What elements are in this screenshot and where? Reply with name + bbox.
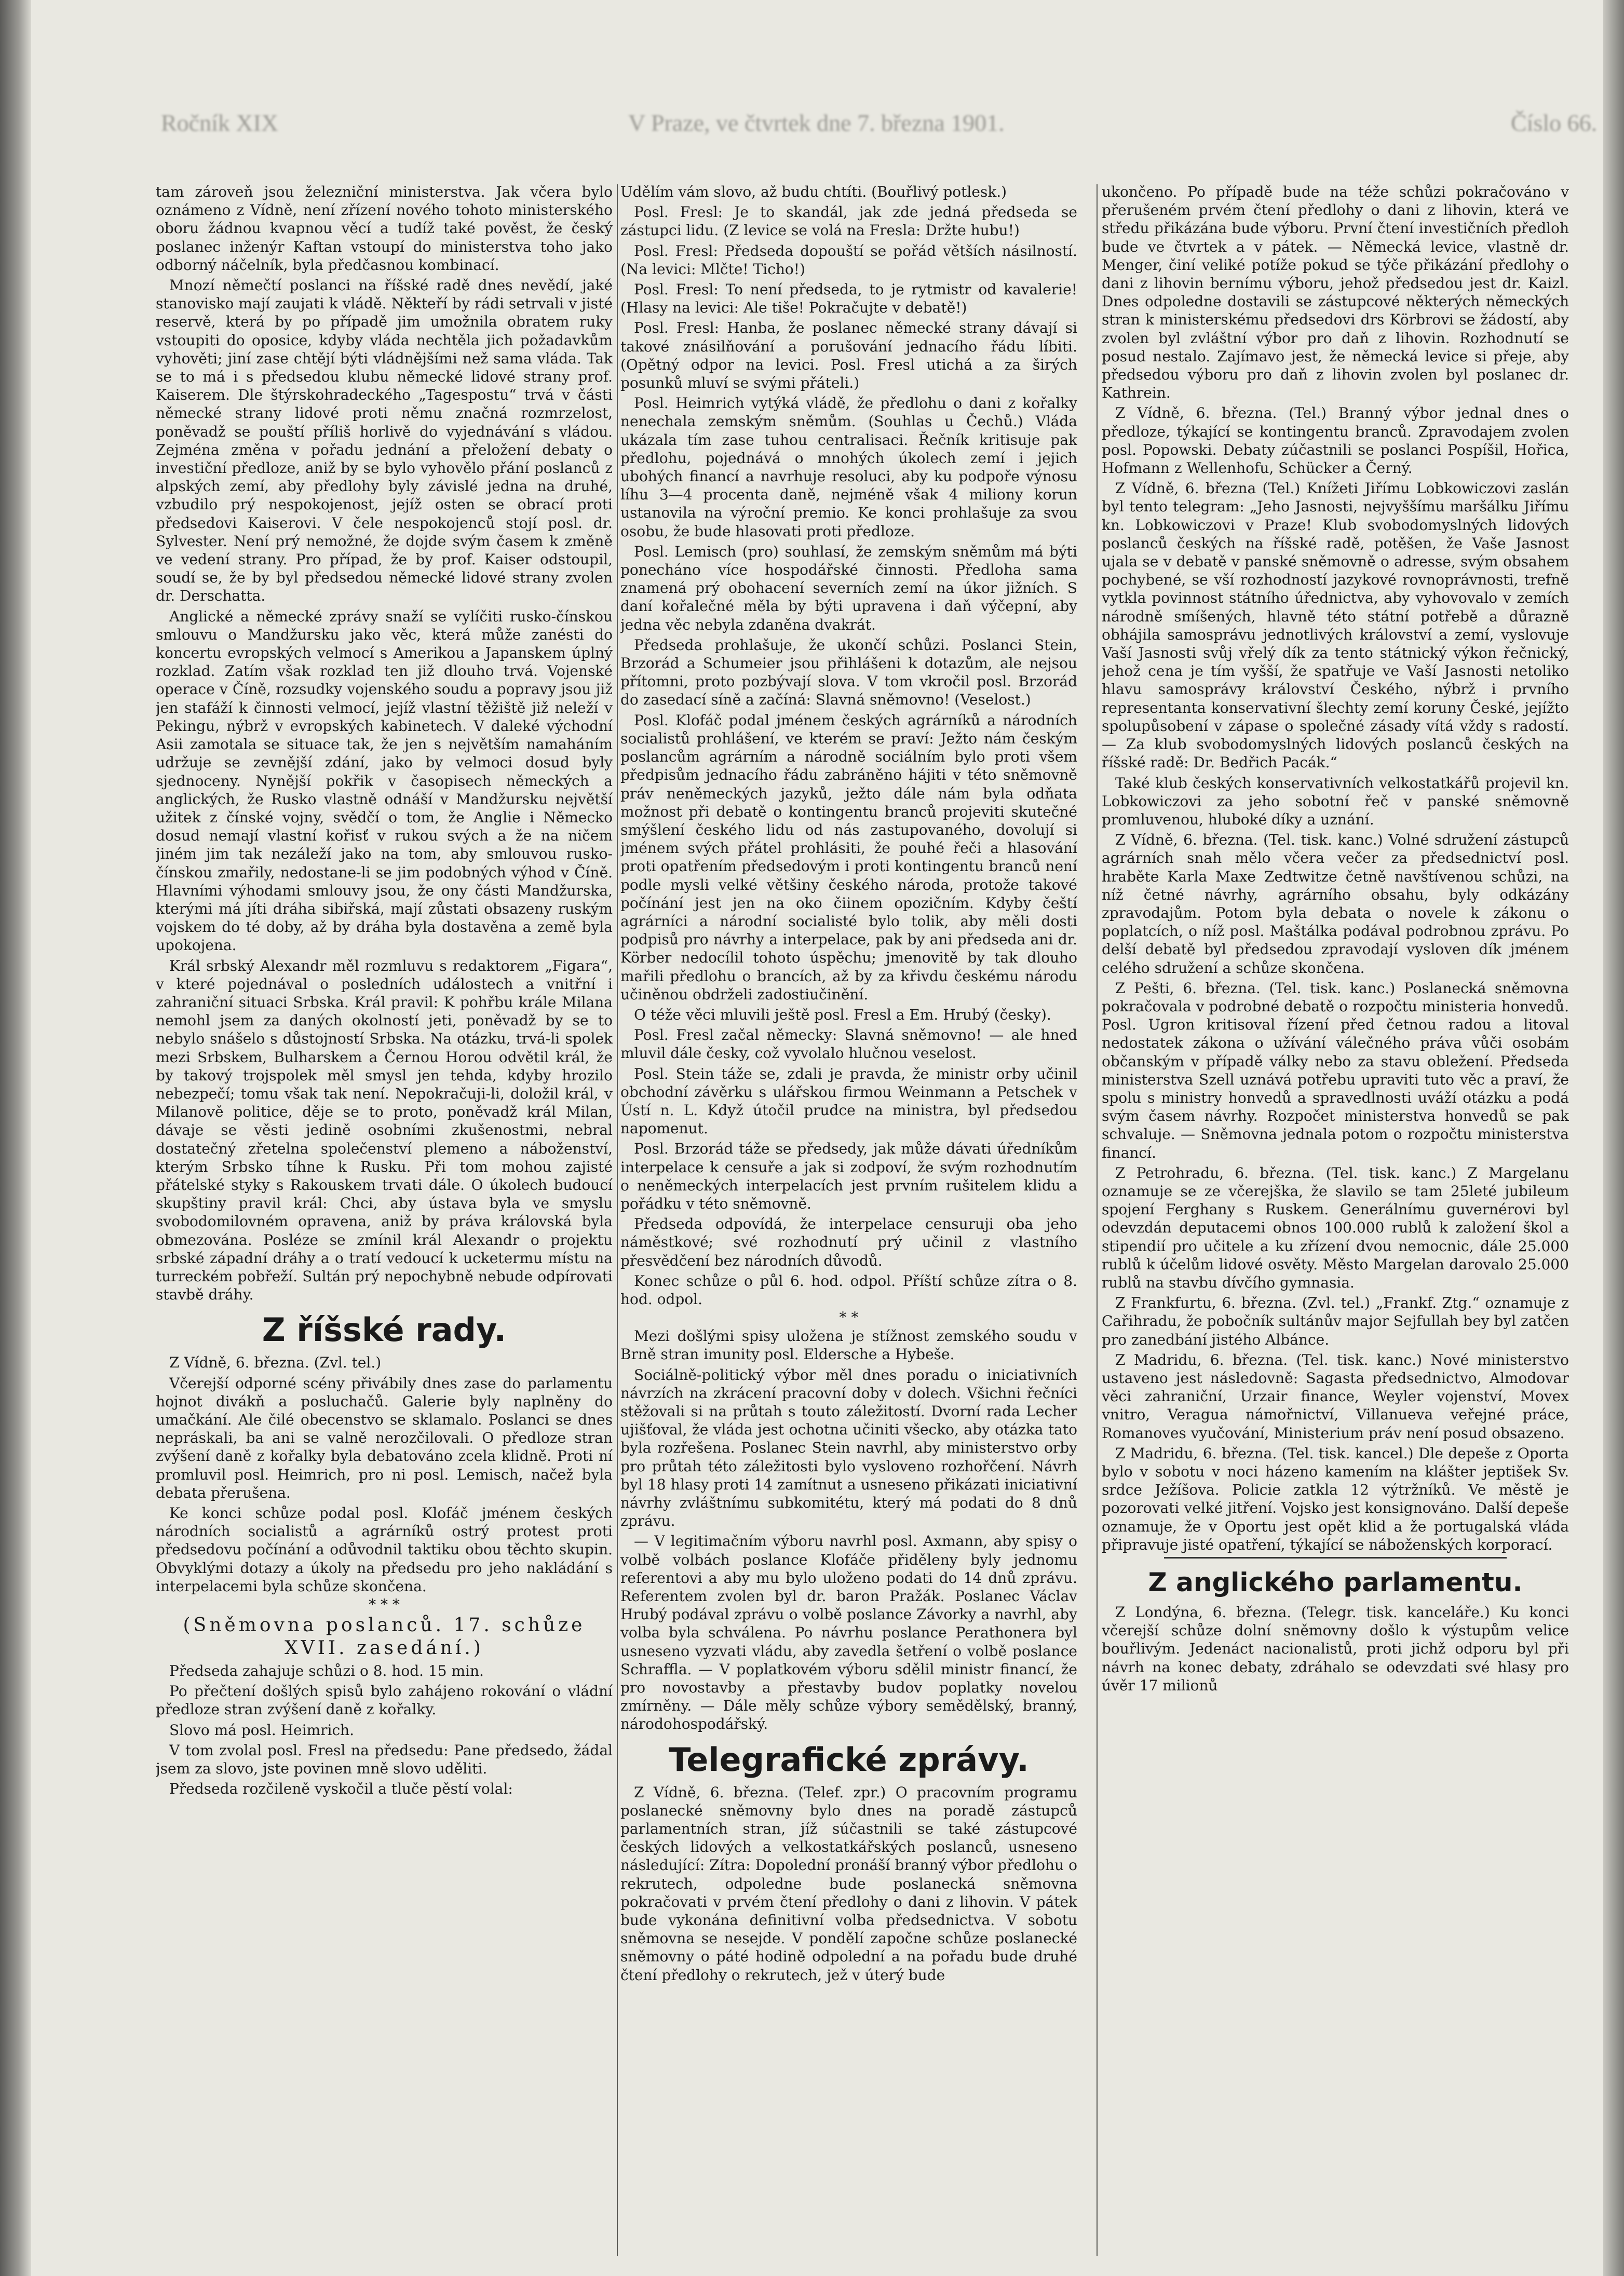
article-paragraph: — V legitimačním výboru navrhl posl. Axmann, aby spisy o volbě volbách poslance Klofáče přiděleny byly jednomu referentovi a aby mu bylo uloženo podati do 14 dnů zprávu. Referentem zvolen byl dr. baron Pražák. Poslanec Václav Hrubý podával zprávu o volbě poslance Závorky a navrhl, aby volba byla schválena. Po návrhu poslance Perathonera byl usneseno vyzvati vládu, aby zavedla šetření o volbě poslance Schraffla. — V poplatkovém výboru sdělil ministr financí, že pro novostavby a přestavby budov poplatky novelou zmírněny. — Dále měly schůze výbory semědělský, branný, národohospodářský. — [620, 1533, 1077, 1733]
section-separator: * * — [839, 1309, 859, 1326]
section-heading: Telegrafické zprávy. — [669, 1740, 1029, 1779]
article-paragraph: Posl. Fresl: Je to skandál, jak zde jedná předseda se zástupci lidu. (Z levice se volá na Fresla: Držte hubu!) — [620, 204, 1077, 239]
article-paragraph: Posl. Fresl: Hanba, že poslanec německé strany dávají si takové znásilňování a porušování jednacího řádu líbiti. (Opětný odpor na levici. Posl. Fresl utichá a za širých posunků mluví se svými přáteli.) — [620, 319, 1077, 392]
scan-edge-right — [1603, 0, 1624, 2276]
header-volume: Ročník XIX — [161, 110, 279, 136]
column-rule — [617, 184, 618, 2256]
article-paragraph: Slovo má posl. Heimrich. — [169, 1721, 355, 1739]
article-paragraph: Z Vídně, 6. března. (Tel.) Branný výbor jednal dnes o předloze, týkající se kontingentu branců. Zpravodajem zvolen posl. Popowski. Debaty zúčastnili se poslanci Pospíšil, Hořica, Hofmann z Wellenhofu, Schücker a Černý. — [1102, 404, 1569, 477]
article-paragraph: ukončeno. Po případě bude na téže schůzi pokračováno v přerušeném prvém čtení předlohy o dani z lihovin, která ve středu přikázána bude výboru. První čtení investičních předloh bude ve čtvrtek a v pátek. — Německá levice, vlastně dr. Menger, činí veliké potíže pokud se týče přikázání předlohy o dani z lihovin bernímu výboru, jehož předsedou jest dr. Kaizl. Dnes odpoledne dostavili se zástupcové některých německých stran k ministerskému předsedovi drs Körbrovi se žádostí, aby zvolen byl zvláštní výbor pro daň z lihovin. Rozhodnutí se posud nestalo. Zajímavo jest, že německá levice si přeje, aby předsedou výboru pro daň z lihovin zvolen byl poslanec dr. Kathrein. — [1102, 183, 1569, 402]
article-paragraph: Posl. Klofáč podal jménem českých agrárníků a národních socialistů prohlášení, ve kterém se praví: Ježto nám českým poslancům agrárním a národně sociálním bylo proti všem předpisům jednacího řádu zabráněno hájiti v této sněmovně práv neněmeckých jazyků, ježto dále nám byla odňata možnost při debatě o kontingentu branců projeviti skutečné smýšlení českého lidu od nás zastupovaného, dovolují si jménem svých přátel prohlásiti, že pouhé řeči a hlasování proti opatřením předsedovým i proti kontingentu branců není podle mysli velké většiny českého národa, protože takové počínání jest jen na oko čiinem opozičním. Kdyby čeští agrárníci a národní socialisté bylo tolik, aby měli dosti podpisů pro návrhy a interpelace, pak by ani předseda ani dr. Körber nedocílil tohoto úspěchu; jmenovitě by tak dlouho mařili předlohu o brancích, až by za křivdu českému národu učiněnou obdrželi zadostiučinění. — [620, 711, 1077, 1003]
session-heading: (Sněmovna poslanců. 17. schůze XVII. zasedání.) — [183, 1615, 586, 1659]
header-dateline: V Praze, ve čtvrtek dne 7. března 1901. — [628, 110, 1005, 136]
scan-edge-left — [0, 0, 31, 2276]
article-paragraph: Z Londýna, 6. března. (Telegr. tisk. kanceláře.) Ku konci včerejší schůze dolní sněmovny došlo k výstupům velice bouřlivým. Jedenáct nacionalistů, proti jichž odporu byl při návrh na konec debaty, zdráhalo se odevzdati své hlasy pro úvěr 17 milionů — [1102, 1604, 1569, 1694]
article-paragraph: Posl. Lemisch (pro) souhlasí, že zemským sněmům má býti ponecháno více hospodářské činnosti. Předloha sama znamená prý obohacení severních zemí na úkor jižních. S daní kořalečné měla by býti upravena i daň výčepní, aby jedna věc nebyla zdaněna dvakrát. — [620, 543, 1077, 633]
article-paragraph: Předseda rozčileně vyskočil a tluče pěstí volal: — [169, 1780, 513, 1798]
article-paragraph: Sociálně-politický výbor měl dnes poradu o iniciativních návrzích na zkrácení pracovní doby v dolech. Všichni řečníci stěžovali si na průtah s touto záležitostí. Dvorní rada Lecher ujišťoval, že vláda jest ochotna učiniti všecko, aby otázka tato byla rozřešena. Poslanec Stein navrhl, aby ministerstvo orby pro průtah této záležitosti bylo vysloveno rozhořčení. Návrh byl 18 hlasy proti 14 zamítnut a usneseno přikázati iniciativní návrhy zvláštnímu subkomitétu, který má podati do 8 dnů zprávu. — [620, 1366, 1077, 1530]
article-paragraph: Z Frankfurtu, 6. března. (Zvl. tel.) „Frankf. Ztg.“ oznamuje z Cařihradu, že pobočník sultánův major Sejfullah bey byl zatčen pro zanedbání jistého Albánce. — [1102, 1294, 1569, 1348]
section-heading: Z říšské rady. — [262, 1311, 507, 1349]
article-paragraph: Z Vídně, 6. března. (Telef. zpr.) O pracovním programu poslanecké sněmovny bylo dnes na poradě zástupců parlamentních stran, jíž súčastnili se také zástupcové českých lidových a velkostatkářských poslanců, usneseno následující: Zítra: Dopolední pronáší branný výbor předlohu o rekrutech, odpoledne bude poslanecká sněmovna pokračovati v prvém čtení předlohy o dani z lihovin. V pátek bude vykonána definitivní volba předsednictva. V sobotu sněmovna se nesejde. V pondělí započne schůze poslanecké sněmovny o páté hodině odpolední a na pořadu bude druhé čtení předlohy o rekrutech, jež v úterý bude — [620, 1783, 1077, 1984]
article-paragraph: Posl. Fresl: To není předseda, to je rytmistr od kavalerie! (Hlasy na levici: Ale tiše! Pokračujte v debatě!) — [620, 281, 1077, 317]
article-paragraph: Po přečtení došlých spisů bylo zahájeno rokování o vládní předloze stran zvýšení daně z kořalky. — [156, 1683, 613, 1718]
article-paragraph: Posl. Fresl: Předseda dopouští se pořád větších násilností. (Na levici: Mlčte! Ticho!) — [620, 242, 1077, 278]
article-paragraph: Také klub českých konservativních velkostatkářů projevil kn. Lobkowiczovi za jeho sobotní řeč v panské sněmovně promluvenou, hluboké díky a uznání. — [1102, 774, 1569, 828]
column-3 — [1102, 183, 1569, 2259]
column-rule — [1097, 184, 1098, 2256]
section-separator: * * * — [369, 1596, 400, 1614]
article-paragraph: tam zároveň jsou železniční ministerstva. Jak včera bylo oznámeno z Vídně, není zřízení nového tohoto ministerského oboru žádnou kvapnou věcí a tudíž také pověst, že český poslanec inženýr Kaftan vstoupí do ministerstva toho jako odborný náčelník, byla předčasnou kombinací. — [156, 183, 613, 274]
article-paragraph: Z Pešti, 6. března. (Tel. tisk. kanc.) Poslanecká sněmovna pokračovala v podrobné debatě o rozpočtu ministeria honvedů. Posl. Ugron kritisoval řízení před četnou radou a litoval nedostatek zákona o užívání válečného práva vůči osobám občanským v případě války nebo za stavu obležení. Předseda ministerstva Szell uznává potřebu upraviti tuto věc a praví, že spolu s ministry honvedů a spravedlnosti uváží otázku a podá svým časem návrhy. Rozpočet ministerstva honvedů se pak schvaluje. — Sněmovna jednala potom o rozpočtu ministerstva financí. — [1102, 979, 1569, 1161]
article-paragraph: Z Petrohradu, 6. března. (Tel. tisk. kanc.) Z Margelanu oznamuje se ze včerejška, že slavilo se tam 25leté jubileum spojení Ferghany s Ruskem. Generálnímu guvernérovi byl odevzdán deputacemi obnos 100.000 rublů k založení škol a stipendií pro učitele a ku zřízení dvou nemocnic, dále 25.000 rublů k účelům lidové osvěty. Město Margelan darovalo 25.000 rublů na stavbu dívčího gymnasia. — [1102, 1164, 1569, 1291]
article-paragraph: Mnozí němečtí poslanci na říšské radě dnes nevědí, jaké stanovisko mají zaujati k vládě. Někteří by rádi setrvali v jisté reservě, která by po případě jim umožnila obratem ruky vstoupiti do oposice, kdyby vláda nechtěla jich požadavkům vyhověti; jiní zase chtějí býti vládnějšími než sama vláda. Tak se to má i s předsedou klubu německé lidové strany prof. Kaiserem. Dle štýrskohradeckého „Tagespostu“ trvá v části německé strany lidové proti němu značná rozmrzelost, poněvadž se pouští příliš horlivě do vyjednávání s vládou. Zejména změna v pořadu jednání a přeložení debaty o investiční předloze, aniž by se bylo vyhovělo přání poslanců z alpských zemí, aby předlohy byly závislé jedna na druhé, vzbudilo prý nespokojenost, jejíž osten se obrací proti předsedovi Kaiserovi. V čele nespokojenců stojí posl. dr. Sylvester. Není prý nemožné, že dojde svým časem k změně ve vedení strany. Pro případ, že by prof. Kaiser odstoupil, soudí se, že by byl předsedou německé lidové strany zvolen dr. Derschatta. — [156, 277, 613, 605]
article-paragraph: Král srbský Alexandr měl rozmluvu s redaktorem „Figara“, v které pojednával o posledních událostech a vnitřní i zahraniční situaci Srbska. Král pravil: K pohřbu krále Milana nemohl jsem za daných okolností jeti, poněvadž by se to nebylo snášelo s důstojností Srbska. Na otázku, trvá-li spolek mezi Srbskem, Bulharskem a Černou Horou odvětil král, že by takový trojspolek měl smysl jen tehda, kdyby hrozilo nebezpečí; tomu však tak není. Nepokračuji-li, doložil král, v Milanově politice, děje se to proto, poněvadž král Milan, dávaje se věsti jedině osobními zkušenostmi, nebral dostatečný zřetelna společenství plemeno a náboženství, kterým Srbsko tíhne k Rusku. Při tom mohou zajisté přátelské styky s Rakouskem trvati dále. O úkolech budoucí skupštiny pravil král: Chci, aby ústava byla ve smyslu svobodomilovném opravena, aniž by práva královská byla obmezována. Posléze se zmínil král Alexandr o projektu srbské západní dráhy a o tratí vedoucí k ucketermu místu na turreckém pobřeží. Sultán prý nepochybně nebude odpírovati stavbě dráhy. — [156, 957, 613, 1304]
article-paragraph: Anglické a německé zprávy snaží se vylíčiti rusko-čínskou smlouvu o Mandžursku jako věc, která může zanésti do koncertu evropských velmocí s Amerikou a Japanskem úplný rozklad. Zatím však rozklad ten již dlouho trvá. Vojenské operace v Číně, rozsudky vojenského soudu a popravy jsou již jen stafáží k činnosti velmocí, jejíž vlastní těžiště již neleží v Pekingu, nýbrž v evropských kabinetech. V daleké východní Asii zamotala se situace tak, že jen s největším namaháním udržuje se zevnější zdání, jako by velmoci dosud byly sjednoceny. Nynější pokřik v časopisech německých a anglických, že Rusko vlastně odnáší v Mandžursku největší užitek z čínské vojny, svědčí o tom, že Anglie i Německo dosud nemají vlastní kořisť v rukou svých a že na ničem jiném jim tak nezáleží jako na tom, aby smlouvou rusko-čínskou zmařily, nedostane-li se jim podobných výhod v Číně. Hlavními výhodami smlouvy jsou, že ony části Mandžurska, kterými má jíti dráha sibiřská, mají zůstati obsazeny ruským vojskem do té doby, až by dráha byla dostavěna a země byla upokojena. — [156, 607, 613, 954]
article-paragraph: Předseda zahajuje schůzi o 8. hod. 15 min. — [169, 1662, 484, 1680]
article-paragraph: Z Vídně, 6. března (Tel.) Knížeti Jiřímu Lobkowiczovi zaslán byl tento telegram: „Jeho Jasnosti, nejvyššímu maršálku Jiřímu kn. Lobkowiczovi v Praze! Klub svobodomyslných lidových poslanců českých na říšské radě, potěšen, že Vaše Jasnost ujala se v debatě v panské sněmovně o adresse, svým obsahem pochybené, se vší rozhodností jazykové rovnoprávnosti, trefně vytkla povinnost státního úřednictva, aby vyhovovalo v zemích národně smíšených, hlavně této státní potřebě a důrazně obhájila samosprávu jednotlivých království a zemí, vyslovuje Vaší Jasnosti svůj vřelý dík za tento státnický výkon řečnický, jehož cena je tím vyšší, že spatřuje ve Vaší Jasnosti netoliko hlavu samosprávy království Českého, nýbrž i prvního representanta konservativní šlechty zemí koruny České, jejížto spolupůsobení v zápase o společné zásady vítá vždy s radostí. — Za klub svobodomyslných lidových poslanců českých na říšské radě: Dr. Bedřich Pacák.“ — [1102, 480, 1569, 771]
article-paragraph: Udělím vám slovo, až budu chtíti. (Bouřlivý potlesk.) — [620, 183, 1007, 200]
article-paragraph: Ke konci schůze podal posl. Klofáč jménem českých národních socialistů a agrárníků ostrý protest proti předsedovu počínání a odůvodnil taktiku obou těchto skupin. Obvyklými dotazy a úkoly na předsedu pro jeho nakládání s interpelacemi byla schůze skončena. — [156, 1505, 613, 1595]
article-paragraph: Posl. Brzorád táže se předsedy, jak může dávati úředníkům interpelace k censuře a jak si zodpoví, že svým rozhodnutím o neněmeckých interpelacích jest prvním rušitelem klidu a pořádku v této sněmovně. — [620, 1140, 1077, 1212]
article-paragraph: Konec schůze o půl 6. hod. odpol. Příští schůze zítra o 8. hod. odpol. — [620, 1272, 1077, 1308]
header-issue-number: Číslo 66. — [1511, 110, 1598, 136]
column-1 — [156, 183, 613, 2259]
article-paragraph: Mezi došlými spisy uložena je stížnost zemského soudu v Brně stran imunity posl. Eldersche a Hybeše. — [620, 1327, 1077, 1363]
article-paragraph: Posl. Stein táže se, zdali je pravda, že ministr orby učinil obchodní závěrku s ulářskou firmou Weinmann a Petschek v Ústí n. L. Když útočil prudce na ministra, byl předsedou napomenut. — [620, 1065, 1077, 1137]
article-paragraph: Předseda prohlašuje, že ukončí schůzi. Poslanci Stein, Brzorád a Schumeier jsou přihlášeni k dotazům, ale nejsou přítomni, proto pozbývají slova. V tom vkročil posl. Brzorád do zasedací síně a začíná: Slavná sněmovno! (Veselost.) — [620, 636, 1077, 709]
article-paragraph: Posl. Fresl začal německy: Slavná sněmovno! — ale hned mluvil dále česky, což vyvolalo hlučnou veselost. — [620, 1026, 1077, 1062]
article-paragraph: V tom zvolal posl. Fresl na předsedu: Pane předsedo, žádal jsem za slovo, jste povinen mně slovo uděliti. — [156, 1741, 613, 1778]
article-paragraph: Z Vídně, 6. března. (Zvl. tel.) — [169, 1354, 382, 1372]
section-divider — [1164, 1557, 1507, 1559]
section-heading: Z anglického parlamentu. — [1148, 1567, 1523, 1598]
column-2 — [620, 183, 1077, 2259]
article-paragraph: O téže věci mluvili ještě posl. Fresl a Em. Hrubý (česky). — [634, 1006, 1051, 1023]
article-paragraph: Z Madridu, 6. března. (Tel. tisk. kanc.) Nové ministerstvo ustaveno jest následovně: Sagasta předsednictvo, Almodovar věci zahraniční, Urzair finance, Weyler vojenství, Movex vnitro, Veragua námořnictví, Villanueva veřejné práce, Romanoves vyučování, Ministerium práv není posud obsazeno. — [1102, 1351, 1569, 1442]
article-paragraph: Z Madridu, 6. března. (Tel. tisk. kancel.) Dle depeše z Oporta bylo v sobotu v noci házeno kamením na klášter jeptišek Sv. srdce Ježíšova. Policie zatkla 12 výtržníků. Ve městě je pozorovati velké jitření. Vojsko jest konsignováno. Další depeše oznamuje, že v Oportu jest opět klid a že portugalská vláda připravuje jisté opatření, týkající se náboženských korporací. — [1102, 1444, 1569, 1553]
page-header — [161, 99, 1604, 145]
article-paragraph: Včerejší odporné scény přivábily dnes zase do parlamentu hojnot divákň a posluchačů. Galerie byly naplněny do umačkání. Ale čilé obecenstvo se sklamalo. Poslanci se dnes nepráskali, ba ani se valně nerozčilovali. O předloze stran zvýšení daně z kořalky byla debatováno zcela klidně. Proti ní promluvil posl. Heimrich, pro ni posl. Lemisch, načež byla debata přerušena. — [156, 1374, 613, 1501]
article-paragraph: Z Vídně, 6. března. (Tel. tisk. kanc.) Volné sdružení zástupců agrárních snah mělo včera večer za předsednictví posl. hraběte Karla Maxe Zedtwitze četně navštívenou schůzi, na níž četné návrhy, agrárního obsahu, byly odkázány zpravodajům. Potom byla debata o novele k zákonu o poplatcích, o níž posl. Maštálka podával podrobnou zprávu. Po delší debatě byl předsedou zpravodají vysloven dík jménem celého sdružení a schůze skončena. — [1102, 831, 1569, 977]
article-paragraph: Předseda odpovídá, že interpelace censuruji oba jeho náměstkové; své rozhodnutí prý učinil z vlastního přesvědčení bez národních důvodů. — [620, 1215, 1077, 1269]
article-paragraph: Posl. Heimrich vytýká vládě, že předlohu o dani z kořalky nenechala zemským sněmům. (Souhlas u Čechů.) Vláda ukázala tím zase tuhou centralisaci. Řečník kritisuje pak předlohu, pojednává o mnohých úkolech zemí i jejich ubohých financí a navrhuje resoluci, aby ku podpoře výnosu líhu 3—4 procenta daně, nejméně však 4 miliony korun ustanovila na výroční premio. Ke konci prohlašuje za svou osobu, že bude hlasovati proti předloze. — [620, 395, 1077, 540]
